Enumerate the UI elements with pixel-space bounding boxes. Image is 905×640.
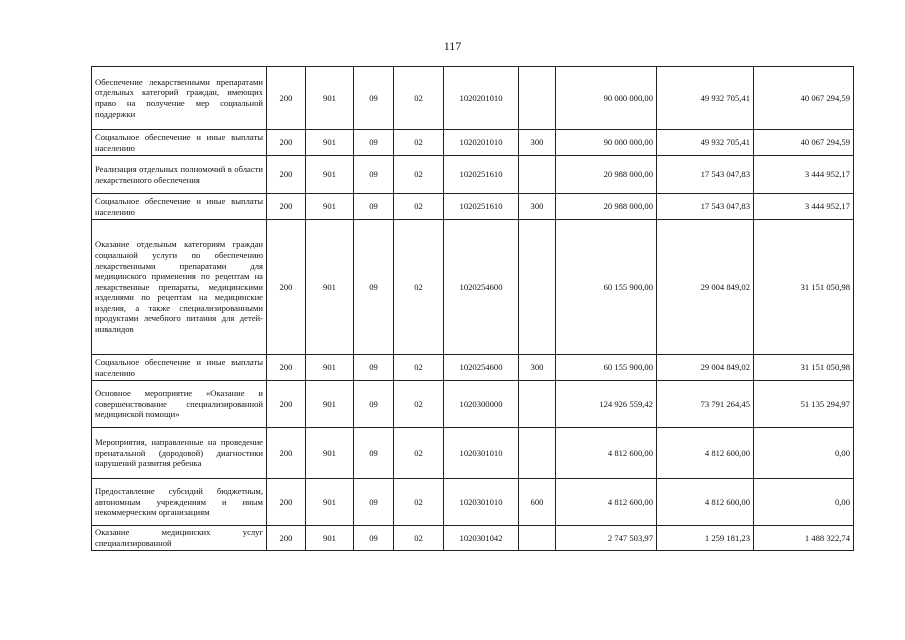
table-cell-executed-amount: 1 259 181,23 (657, 526, 754, 551)
table-cell-target-article: 1020301042 (444, 526, 519, 551)
table-cell-executed-amount: 73 791 264,45 (657, 381, 754, 428)
table-row (92, 381, 854, 428)
table-cell-planned-amount: 20 988 000,00 (556, 156, 657, 194)
table-cell-name: Мероприятия, направленные на проведение пренатальной (дородовой) диагностики нарушений развития ребенка (92, 428, 267, 479)
table-cell-ministry-code: 901 (306, 526, 354, 551)
table-cell-planned-amount: 20 988 000,00 (556, 194, 657, 220)
table-cell-admin-code: 200 (267, 381, 306, 428)
table-cell-planned-amount: 4 812 600,00 (556, 479, 657, 526)
table-row (92, 130, 854, 156)
table-cell-ministry-code: 901 (306, 479, 354, 526)
table-cell-name: Обеспечение лекарственными препаратами отдельных категорий граждан, имеющих право на получение мер социальной поддержки (92, 67, 267, 130)
table-cell-name: Социальное обеспечение и иные выплаты населению (92, 355, 267, 381)
table-cell-executed-amount: 4 812 600,00 (657, 428, 754, 479)
table-cell-expense-type: 300 (519, 194, 556, 220)
table-row (92, 428, 854, 479)
table-cell-planned-amount: 60 155 900,00 (556, 355, 657, 381)
table-cell-name: Оказание медицинских услуг специализированной (92, 526, 267, 551)
table-cell-section: 09 (354, 381, 394, 428)
table-cell-expense-type (519, 67, 556, 130)
table-cell-name: Основное мероприятие «Оказание и совершенствование специализированной медицинской помощи» (92, 381, 267, 428)
table-cell-section: 09 (354, 526, 394, 551)
table-cell-name: Оказание отдельным категориям граждан социальной услуги по обеспечению лекарственными препаратами для медицинского применения по рецептам на лекарственные препараты, медицинскими изделиями по рецептам на медицинские изделия, а также специализированными продуктами лечебного питания для детей-инвалидов (92, 220, 267, 355)
table-cell-remaining-amount: 40 067 294,59 (754, 130, 854, 156)
table-cell-remaining-amount: 1 488 322,74 (754, 526, 854, 551)
table-cell-admin-code: 200 (267, 67, 306, 130)
table-cell-target-article: 1020201010 (444, 130, 519, 156)
table-cell-executed-amount: 4 812 600,00 (657, 479, 754, 526)
table-row (92, 67, 854, 130)
table-cell-target-article: 1020300000 (444, 381, 519, 428)
table-cell-remaining-amount: 51 135 294,97 (754, 381, 854, 428)
table-cell-planned-amount: 90 000 000,00 (556, 67, 657, 130)
table-cell-admin-code: 200 (267, 526, 306, 551)
table-cell-ministry-code: 901 (306, 220, 354, 355)
table-cell-subsection: 02 (394, 381, 444, 428)
table-cell-name: Социальное обеспечение и иные выплаты населению (92, 130, 267, 156)
table-cell-admin-code: 200 (267, 220, 306, 355)
table-cell-section: 09 (354, 194, 394, 220)
table-cell-subsection: 02 (394, 526, 444, 551)
table-cell-expense-type: 300 (519, 130, 556, 156)
table-cell-target-article: 1020301010 (444, 479, 519, 526)
page-number: 117 (443, 39, 462, 53)
table-cell-planned-amount: 124 926 559,42 (556, 381, 657, 428)
table-cell-admin-code: 200 (267, 428, 306, 479)
table-cell-target-article: 1020251610 (444, 156, 519, 194)
table-cell-planned-amount: 90 000 000,00 (556, 130, 657, 156)
table-cell-name: Социальное обеспечение и иные выплаты населению (92, 194, 267, 220)
table-cell-planned-amount: 60 155 900,00 (556, 220, 657, 355)
table-cell-section: 09 (354, 67, 394, 130)
table-row (92, 479, 854, 526)
table-cell-executed-amount: 17 543 047,83 (657, 194, 754, 220)
table-row (92, 526, 854, 551)
budget-table (91, 66, 854, 551)
table-cell-admin-code: 200 (267, 355, 306, 381)
table-cell-ministry-code: 901 (306, 67, 354, 130)
table-cell-executed-amount: 49 932 705,41 (657, 130, 754, 156)
table-cell-subsection: 02 (394, 194, 444, 220)
table-cell-target-article: 1020254600 (444, 220, 519, 355)
table-cell-expense-type (519, 381, 556, 428)
table-cell-target-article: 1020201010 (444, 67, 519, 130)
table-cell-planned-amount: 2 747 503,97 (556, 526, 657, 551)
table-cell-section: 09 (354, 355, 394, 381)
table-cell-subsection: 02 (394, 479, 444, 526)
table-cell-target-article: 1020254600 (444, 355, 519, 381)
table-cell-section: 09 (354, 220, 394, 355)
table-cell-subsection: 02 (394, 428, 444, 479)
table-cell-section: 09 (354, 428, 394, 479)
table-cell-ministry-code: 901 (306, 130, 354, 156)
table-cell-ministry-code: 901 (306, 381, 354, 428)
table-cell-admin-code: 200 (267, 479, 306, 526)
table-cell-subsection: 02 (394, 130, 444, 156)
table-cell-planned-amount: 4 812 600,00 (556, 428, 657, 479)
table-cell-remaining-amount: 0,00 (754, 428, 854, 479)
table-cell-expense-type: 300 (519, 355, 556, 381)
table-cell-ministry-code: 901 (306, 355, 354, 381)
table-cell-name: Реализация отдельных полномочий в области лекарственного обеспечения (92, 156, 267, 194)
table-row (92, 156, 854, 194)
table-cell-ministry-code: 901 (306, 194, 354, 220)
table-cell-expense-type (519, 526, 556, 551)
table-cell-admin-code: 200 (267, 130, 306, 156)
table-cell-subsection: 02 (394, 220, 444, 355)
table-cell-expense-type (519, 156, 556, 194)
table-cell-remaining-amount: 3 444 952,17 (754, 156, 854, 194)
table-cell-remaining-amount: 0,00 (754, 479, 854, 526)
table-row (92, 355, 854, 381)
table-cell-remaining-amount: 40 067 294,59 (754, 67, 854, 130)
table-row (92, 194, 854, 220)
table-cell-admin-code: 200 (267, 156, 306, 194)
table-cell-target-article: 1020301010 (444, 428, 519, 479)
table-cell-remaining-amount: 31 151 050,98 (754, 220, 854, 355)
table-cell-expense-type: 600 (519, 479, 556, 526)
table-cell-expense-type (519, 220, 556, 355)
table-cell-expense-type (519, 428, 556, 479)
table-cell-executed-amount: 29 004 849,02 (657, 220, 754, 355)
table-cell-ministry-code: 901 (306, 156, 354, 194)
table-cell-section: 09 (354, 156, 394, 194)
table-cell-executed-amount: 29 004 849,02 (657, 355, 754, 381)
table-row (92, 220, 854, 355)
table-cell-ministry-code: 901 (306, 428, 354, 479)
table-cell-executed-amount: 49 932 705,41 (657, 67, 754, 130)
table-cell-target-article: 1020251610 (444, 194, 519, 220)
table-cell-name: Предоставление субсидий бюджетным, автономным учреждениям и иным некоммерческим организациям (92, 479, 267, 526)
table-cell-section: 09 (354, 479, 394, 526)
table-cell-admin-code: 200 (267, 194, 306, 220)
table-cell-subsection: 02 (394, 156, 444, 194)
table-cell-remaining-amount: 31 151 050,98 (754, 355, 854, 381)
table-cell-executed-amount: 17 543 047,83 (657, 156, 754, 194)
table-cell-subsection: 02 (394, 355, 444, 381)
table-cell-remaining-amount: 3 444 952,17 (754, 194, 854, 220)
table-cell-subsection: 02 (394, 67, 444, 130)
table-cell-section: 09 (354, 130, 394, 156)
